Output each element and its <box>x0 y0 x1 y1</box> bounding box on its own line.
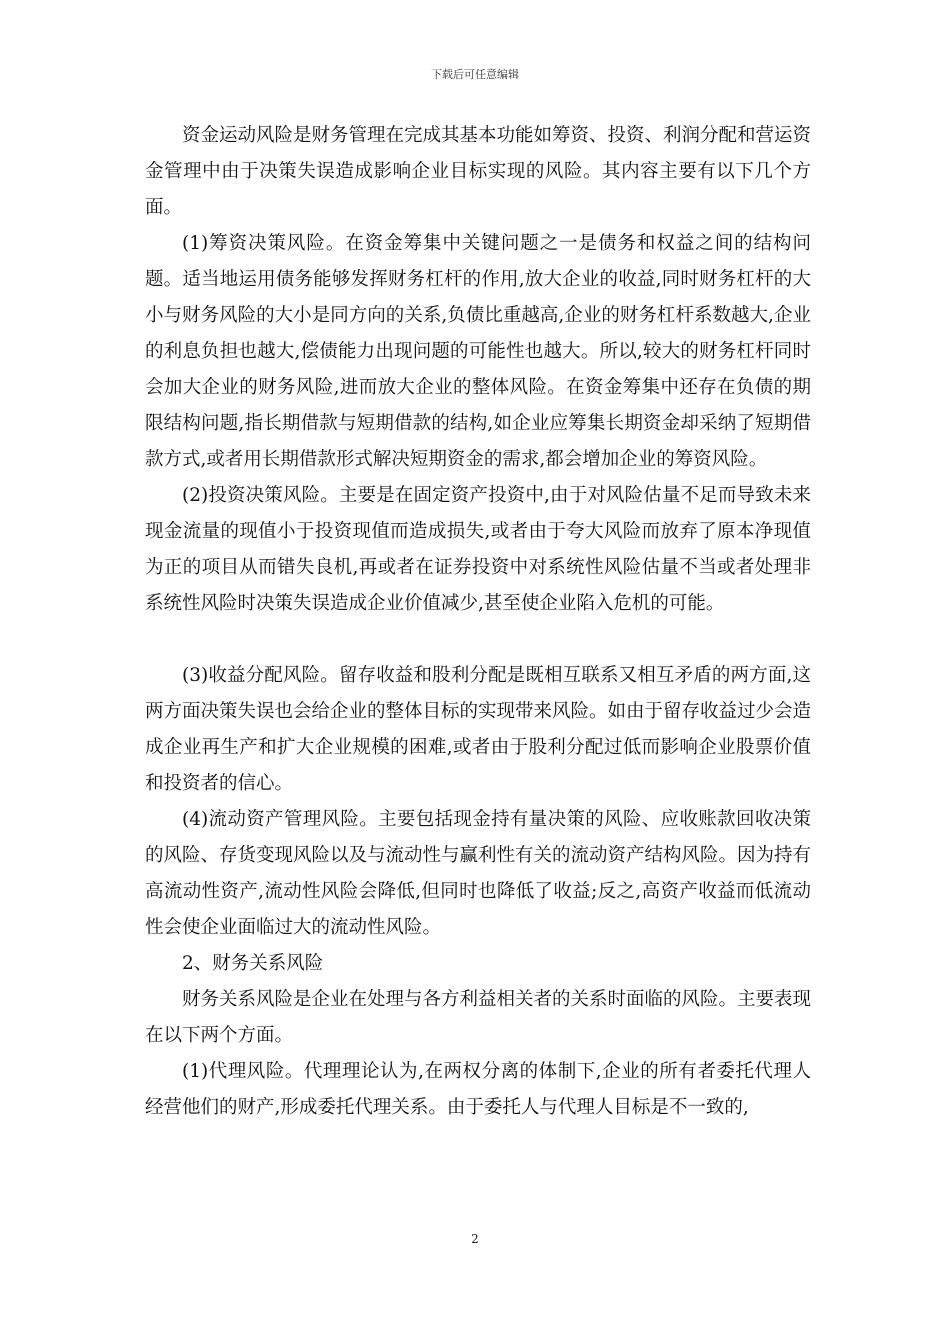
paragraph-intro: 资金运动风险是财务管理在完成其基本功能如筹资、投资、利润分配和营运资金管理中由于决策失误造成影响企业目标实现的风险。其内容主要有以下几个方面。 <box>145 125 812 218</box>
paragraph-agency-risk: (1)代理风险。代理理论认为,在两权分离的体制下,企业的所有者委托代理人经营他们的财产,形成委托代理关系。由于委托人与代理人目标是不一致的, <box>145 1061 811 1118</box>
paragraph-distribution-risk: (3)收益分配风险。留存收益和股利分配是既相互联系又相互矛盾的两方面,这两方面决策失误也会给企业的整体目标的实现带来风险。如由于留存收益过少会造成企业再生产和扩大企业规模的困难,或者由于股利分配过低而影响企业股票价值和投资者的信心。 <box>145 665 812 794</box>
document-body <box>145 118 811 1126</box>
section-heading-financial-relationship-risk: 2、财务关系风险 <box>182 953 324 974</box>
paragraph-financing-risk: (1)筹资决策风险。在资金筹集中关键问题之一是债务和权益之间的结构问题。适当地运用债务能够发挥财务杠杆的作用,放大企业的收益,同时财务杠杆的大小与财务风险的大小是同方向的关系,负债比重越高,企业的财务杠杆系数越大,企业的利息负担也越大,偿债能力出现问题的可能性也越大。所以,较大的财务杠杆同时会加大企业的财务风险,进而放大企业的整体风险。在资金筹集中还存在负债的期限结构问题,指长期借款与短期借款的结构,如企业应筹集长期资金却采纳了短期借款方式,或者用长期借款形式解决短期资金的需求,都会增加企业的筹资风险。 <box>145 233 811 470</box>
paragraph-current-asset-risk: (4)流动资产管理风险。主要包括现金持有量决策的风险、应收账款回收决策的风险、存货变现风险以及与流动性与赢利性有关的流动资产结构风险。因为持有高流动性资产,流动性风险会降低,但同时也降低了收益;反之,高资产收益而低流动性会使企业面临过大的流动性风险。 <box>145 809 812 938</box>
page-number: 2 <box>471 1232 479 1246</box>
paragraph-relationship-intro: 财务关系风险是企业在处理与各方利益相关者的关系时面临的风险。主要表现在以下两个方面。 <box>145 989 812 1046</box>
page-header-note: 下载后可任意编辑 <box>431 68 519 81</box>
paragraph-investment-risk: (2)投资决策风险。主要是在固定资产投资中,由于对风险估量不足而导致未来现金流量的现值小于投资现值而造成损失,或者由于夸大风险而放弃了原本净现值为正的项目从而错失良机,再或者在证券投资中对系统性风险估量不当或者处理非系统性风险时决策失误造成企业价值减少,甚至使企业陷入危机的可能。 <box>145 485 811 614</box>
